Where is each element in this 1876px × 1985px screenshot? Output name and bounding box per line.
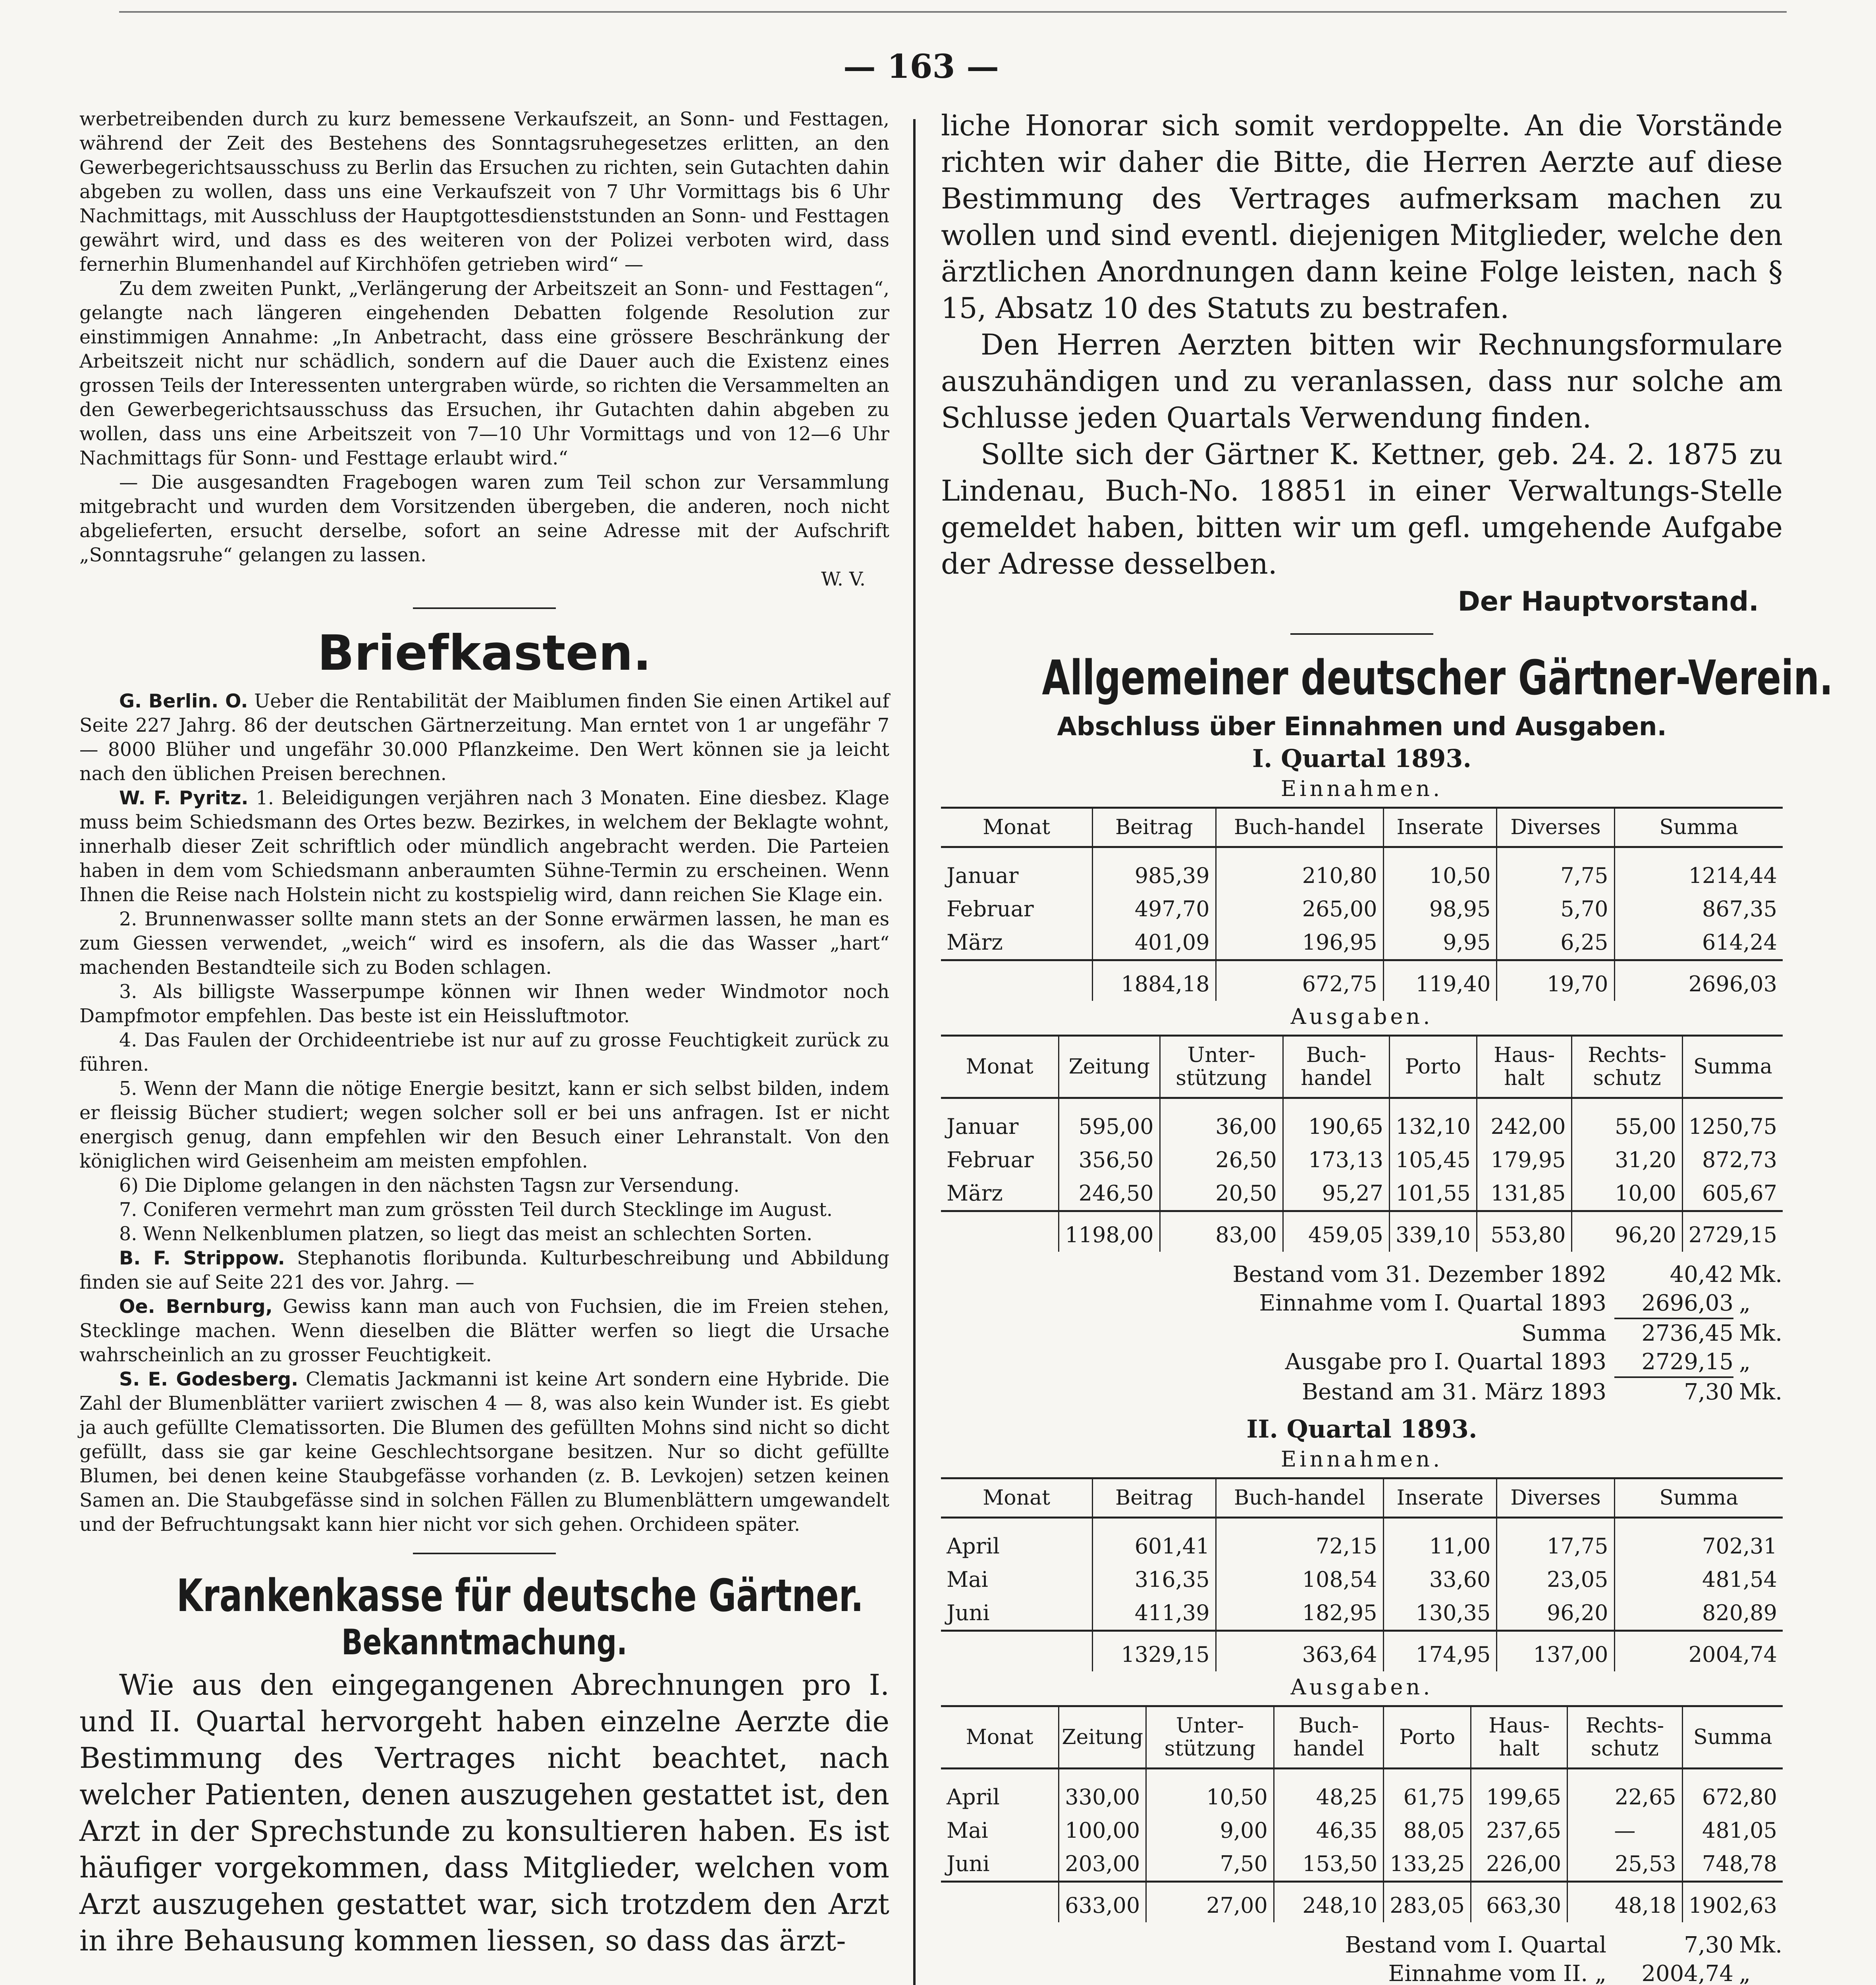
kk-continuation	[941, 107, 1783, 582]
col-header: Haus-halt	[1471, 1706, 1568, 1769]
col-header: Monat	[941, 808, 1093, 847]
q1-ausgaben-table	[941, 1035, 1783, 1252]
cell: Mai	[947, 1567, 988, 1592]
q2-ausgaben-table	[941, 1705, 1783, 1922]
cell: 2696,03	[1614, 960, 1783, 1001]
briefkasten-section	[79, 689, 889, 1537]
table-row	[941, 1596, 1783, 1631]
cell: 1214,44	[1614, 847, 1783, 893]
cell: 246,50	[1059, 1177, 1160, 1211]
q1-einnahmen-label: Einnahmen.	[1280, 776, 1443, 801]
cell: 265,00	[1216, 892, 1383, 926]
briefkasten-entry: 3. Als billigste Wasserpumpe können wir Ihnen weder Windmotor noch Dampfmotor empfehlen. Das beste ist ein Heissluftmotor.	[79, 981, 889, 1027]
col-header: Monat	[941, 1036, 1059, 1098]
correspondent-name: S. E. Godesberg.	[119, 1368, 299, 1390]
cell: 401,09	[1093, 926, 1216, 960]
entry-text: Ueber die Rentabilität der Maiblumen finden Sie einen Artikel auf Seite 227 Jahrg. 86 der deutschen Gärtnerzeitung. Man erntet von 1 ar ungefähr 7 — 8000 Blüher und ungefähr 30.000 Pflanzkeime. Den Wert können sie ja leicht nach den üblichen Preisen berechnen.	[79, 690, 889, 785]
cell: Januar	[947, 1114, 1019, 1139]
col-header: Summa	[1614, 1478, 1783, 1518]
left-column	[79, 107, 889, 1959]
cell: 190,65	[1283, 1098, 1389, 1144]
cell: 137,00	[1497, 1631, 1614, 1672]
entry-text: Stephanotis floribunda. Kulturbeschreibung und Abbildung finden sie auf Seite 221 des vor. Jahrg. —	[79, 1247, 889, 1293]
balance-unit: „	[1739, 1349, 1751, 1375]
cell: 6,25	[1497, 926, 1614, 960]
col-header: Summa	[1614, 808, 1783, 847]
cell: 459,05	[1283, 1211, 1389, 1252]
balance-label: Bestand vom I. Quartal	[1345, 1932, 1606, 1958]
balance-value: 7,30	[1684, 1932, 1733, 1958]
balance-unit: „	[1739, 1961, 1751, 1985]
cell: 748,78	[1682, 1847, 1783, 1882]
cell: 179,95	[1477, 1143, 1572, 1177]
balance-row	[941, 1289, 1783, 1319]
cell: 7,75	[1497, 847, 1614, 893]
col-header: Diverses	[1497, 1478, 1614, 1518]
cell: 108,54	[1216, 1563, 1383, 1596]
cell: Januar	[947, 863, 1019, 888]
cell: 33,60	[1383, 1563, 1497, 1596]
col-header: Buch-handel	[1216, 808, 1383, 847]
cell: März	[947, 930, 1003, 955]
cell: 55,00	[1572, 1098, 1682, 1144]
table-row	[941, 892, 1783, 926]
balance-row	[941, 1260, 1783, 1289]
cell	[941, 1882, 1059, 1923]
cell: 481,05	[1682, 1814, 1783, 1847]
balance-unit: Mk.	[1739, 1320, 1783, 1346]
cell: 7,50	[1146, 1847, 1274, 1882]
cell: 702,31	[1614, 1518, 1783, 1563]
balance-row	[941, 1348, 1783, 1378]
kk-paragraph: liche Honorar sich somit verdoppelte. An die Vorstände richten wir daher die Bitte, die Herren Aerzte auf diese Bestimmung des Vertrages aufmerksam machen zu wollen und sind eventl. diejenigen Mitglieder, welche den ärztlichen Anordnungen dann keine Folge leisten, nach § 15, Absatz 10 des Statuts zu bestrafen.	[941, 109, 1783, 325]
cell: Juni	[947, 1851, 990, 1876]
briefkasten-title: Briefkasten.	[317, 625, 652, 681]
cell: 356,50	[1059, 1143, 1160, 1177]
balance-value: 2696,03	[1614, 1289, 1733, 1319]
cell: 867,35	[1614, 892, 1783, 926]
signature: W. V.	[821, 569, 866, 590]
cell: 283,05	[1384, 1882, 1471, 1923]
cell: 101,55	[1389, 1177, 1477, 1211]
col-header: Buch-handel	[1283, 1036, 1389, 1098]
cell: 481,54	[1614, 1563, 1783, 1596]
balance-row	[941, 1960, 1783, 1985]
intro-paragraph: Zu dem zweiten Punkt, „Verlängerung der Arbeitszeit an Sonn- und Festtagen“, gelangte nach längeren eingehenden Debatten folgende Resolution zur einstimmigen Annahme: „In Anbetracht, dass eine grössere Beschränkung der Arbeitszeit nicht nur schädlich, sondern auf die Dauer auch die Existenz eines grossen Teils der Interessenten untergraben würde, so richten die Versammelten an den Gewerbegerichtsausschuss das Ersuchen, ihr Gutachten dahin abgeben zu wollen, dass uns eine Arbeitszeit von 7—10 Uhr Vormittags und von 12—6 Uhr Nachmittags für Sonn- und Festtage erlaubt wird.“	[79, 278, 889, 469]
cell: 11,00	[1383, 1518, 1497, 1563]
sum-row	[941, 960, 1783, 1001]
cell: 672,80	[1682, 1769, 1783, 1814]
cell: 411,39	[1093, 1596, 1216, 1631]
briefkasten-entry: 2. Brunnenwasser sollte mann stets an der Sonne erwärmen lassen, he man es zum Giessen verwendet, „weich“ wird es insofern, als die das Wasser „hart“ machenden Bestandteile sich zu Boden schlagen.	[79, 908, 889, 979]
cell: 98,95	[1383, 892, 1497, 926]
cell: 2004,74	[1614, 1631, 1783, 1672]
cell: 19,70	[1497, 960, 1614, 1001]
section-rule	[1290, 633, 1433, 635]
sum-row	[941, 1211, 1783, 1252]
cell: 46,35	[1274, 1814, 1383, 1847]
cell: 5,70	[1497, 892, 1614, 926]
q1-ausgaben-label: Ausgaben.	[1290, 1004, 1433, 1029]
col-header: Haus-halt	[1477, 1036, 1572, 1098]
cell: 10,50	[1146, 1769, 1274, 1814]
entry-text: 1. Beleidigungen verjähren nach 3 Monaten. Eine diesbez. Klage muss beim Schiedsmann des Ortes bezw. Bezirkes, in welchem der Beklagte wohnt, innerhalb dieser Zeit schriftlich oder mündlich angebracht werden. Die Parteien haben in dem vom Schiedsmann anberaumten Sühne-Termin zu erscheinen. Wenn Ihnen die Reise nach Holstein nicht zu kostspielig wird, dann reichen Sie Klage ein.	[79, 787, 889, 906]
cell: 133,25	[1384, 1847, 1471, 1882]
cell: 203,00	[1059, 1847, 1146, 1882]
q2-title: II. Quartal 1893.	[1246, 1415, 1477, 1443]
column-rule	[913, 119, 916, 1985]
cell	[941, 1211, 1059, 1252]
cell: 26,50	[1160, 1143, 1283, 1177]
table-row	[941, 1177, 1783, 1211]
balance-row	[941, 1319, 1783, 1348]
cell: 131,85	[1477, 1177, 1572, 1211]
cell: 1198,00	[1059, 1211, 1160, 1252]
briefkasten-entry	[79, 1295, 889, 1367]
right-column	[941, 107, 1833, 1985]
abschluss-subtitle: Abschluss über Einnahmen und Ausgaben.	[1057, 712, 1667, 742]
cell: 1902,63	[1682, 1882, 1783, 1923]
cell: 96,20	[1497, 1596, 1614, 1631]
col-header: Buch-handel	[1216, 1478, 1383, 1518]
verein-title: Allgemeiner deutscher Gärtner-Verein.	[1042, 651, 1833, 706]
col-header: Beitrag	[1093, 808, 1216, 847]
cell: Mai	[947, 1818, 988, 1843]
cell: 672,75	[1216, 960, 1383, 1001]
kk-paragraph: Wie aus den eingegangenen Abrechnungen pro I. und II. Quartal hervorgeht haben einzelne Aerzte die Bestimmung des Vertrages nicht beachtet, nach welcher Patienten, denen auszugehen gestattet ist, den Arzt in der Sprechstunde zu konsultieren haben. Es ist häufiger vorgekommen, dass Mitglieder, welchen vom Arzt auszugehen gestattet war, sich trotzdem den Arzt in ihre Behausung kommen liessen, so dass das ärzt-	[79, 1668, 889, 1957]
col-header: Summa	[1682, 1706, 1783, 1769]
krankenkasse-title: Krankenkasse für deutsche Gärtner.	[176, 1570, 864, 1622]
cell: 105,45	[1389, 1143, 1477, 1177]
balance-row	[941, 1378, 1783, 1407]
correspondent-name: Oe. Bernburg,	[119, 1296, 273, 1318]
col-header: Porto	[1384, 1706, 1471, 1769]
cell: 182,95	[1216, 1596, 1383, 1631]
cell: 10,50	[1383, 847, 1497, 893]
sum-row	[941, 1631, 1783, 1672]
col-header: Rechts-schutz	[1568, 1706, 1683, 1769]
cell: 820,89	[1614, 1596, 1783, 1631]
cell: —	[1568, 1814, 1683, 1847]
balance-label: Bestand vom 31. Dezember 1892	[1232, 1262, 1606, 1287]
col-header: Buch-handel	[1274, 1706, 1383, 1769]
col-header: Zeitung	[1059, 1706, 1146, 1769]
entry-text: Gewiss kann man auch von Fuchsien, die im Freien stehen, Stecklinge machen. Wenn dieselben die Blätter werfen so liegt die Ursache wahrscheinlich an zu grosser Feuchtigkeit.	[79, 1296, 889, 1366]
q2-einnahmen-label: Einnahmen.	[1280, 1447, 1443, 1472]
sum-row	[941, 1882, 1783, 1923]
col-header: Monat	[941, 1706, 1059, 1769]
krankenkasse-text	[79, 1667, 889, 1959]
cell: 83,00	[1160, 1211, 1283, 1252]
balance-unit: „	[1739, 1290, 1751, 1316]
cell: Februar	[947, 896, 1034, 921]
correspondent-name: W. F. Pyritz.	[119, 787, 249, 809]
kk-paragraph: Den Herren Aerzten bitten wir Rechnungsformulare auszuhändigen und zu veranlassen, dass nur solche am Schlusse jeden Quartals Verwendung finden.	[941, 328, 1783, 434]
q2-einnahmen-table	[941, 1477, 1783, 1671]
balance-label: Summa	[1521, 1320, 1606, 1346]
table-row	[941, 1769, 1783, 1814]
cell: 130,35	[1383, 1596, 1497, 1631]
briefkasten-entry	[79, 1246, 889, 1295]
cell: 132,10	[1389, 1098, 1477, 1144]
cell: 872,73	[1682, 1143, 1783, 1177]
cell: 605,67	[1682, 1177, 1783, 1211]
cell: 1250,75	[1682, 1098, 1783, 1144]
balance-label: Bestand am 31. März 1893	[1301, 1379, 1606, 1405]
briefkasten-entry: 8. Wenn Nelkenblumen platzen, so liegt das meist an schlechten Sorten.	[119, 1223, 813, 1245]
cell: 210,80	[1216, 847, 1383, 893]
table-row	[941, 1847, 1783, 1882]
correspondent-name: B. F. Strippow.	[119, 1247, 285, 1269]
cell: 614,24	[1614, 926, 1783, 960]
col-header: Zeitung	[1059, 1036, 1160, 1098]
cell: 173,13	[1283, 1143, 1389, 1177]
cell: 9,00	[1146, 1814, 1274, 1847]
col-header: Summa	[1682, 1036, 1783, 1098]
balance-value: 2736,45	[1641, 1320, 1733, 1346]
cell: 36,00	[1160, 1098, 1283, 1144]
intro-paragraph: — Die ausgesandten Fragebogen waren zum Teil schon zur Versammlung mitgebracht und wurden dem Vorsitzenden übergeben, die anderen, noch nicht abgelieferten, ersucht derselbe, sofort an seine Adresse mit der Aufschrift „Sonntagsruhe“ gelangen zu lassen.	[79, 472, 889, 566]
cell: 595,00	[1059, 1098, 1160, 1144]
q2-balance	[941, 1931, 1783, 1985]
balance-unit: Mk.	[1739, 1932, 1783, 1958]
cell: 23,05	[1497, 1563, 1614, 1596]
cell: 10,00	[1572, 1177, 1682, 1211]
briefkasten-entry	[79, 786, 889, 907]
balance-unit: Mk.	[1739, 1262, 1783, 1287]
cell: 96,20	[1572, 1211, 1682, 1252]
table-row	[941, 926, 1783, 960]
briefkasten-entry: 7. Coniferen vermehrt man zum grössten Teil durch Stecklinge im August.	[119, 1199, 833, 1221]
cell: 22,65	[1568, 1769, 1683, 1814]
correspondent-name: G. Berlin. O.	[119, 690, 248, 712]
col-header: Monat	[941, 1478, 1093, 1518]
hauptvorstand-signature: Der Hauptvorstand.	[1458, 586, 1759, 617]
top-rule	[119, 11, 1787, 13]
table-row	[941, 1814, 1783, 1847]
entry-text: Clematis Jackmanni ist keine Art sondern eine Hybride. Die Zahl der Blumenblätter variiert zwischen 4 — 8, was also kein Wunder ist. Es giebt ja auch gefüllte Clematissorten. Die Blumen des gefüllten Mohns sind nicht so dicht gefüllt, dass sie gar keine Geschlechtsorgane besitzen. Nur so dicht gefüllte Blumen, bei denen keine Staubgefässe vorhanden (z. B. Levkojen) setzen keinen Samen an. Die Staubgefässe sind in solchen Fällen zu Blumenblättern umgewandelt und der Befruchtungsakt kann hier nicht vor sich gehen. Orchideen später.	[79, 1368, 889, 1536]
briefkasten-entry	[79, 689, 889, 786]
balance-unit: Mk.	[1739, 1379, 1783, 1405]
cell: 663,30	[1471, 1882, 1568, 1923]
balance-label: Ausgabe pro I. Quartal 1893	[1285, 1349, 1606, 1375]
cell: 196,95	[1216, 926, 1383, 960]
bekanntmachung-title: Bekanntmachung.	[341, 1622, 627, 1663]
col-header: Rechts-schutz	[1572, 1036, 1682, 1098]
col-header: Beitrag	[1093, 1478, 1216, 1518]
cell: 497,70	[1093, 892, 1216, 926]
cell: Februar	[947, 1147, 1034, 1172]
intro-paragraph: werbetreibenden durch zu kurz bemessene Verkaufszeit, an Sonn- und Festtagen, während der Zeit des Bestehens des Sonntagsruhegesetzes erlitten, an den Gewerbegerichtsausschuss zu Berlin das Ersuchen zu richten, sein Gutachten dahin abgeben zu wollen, dass uns eine Verkaufszeit von 7 Uhr Vormittags bis 6 Uhr Nachmittags, mit Ausschluss der Hauptgottesdienststunden an Sonn- und Festtagen gewährt wird, und dass es des weiteren von der Polizei verboten wird, dass fernerhin Blumenhandel auf Kirchhöfen getrieben wird“ —	[79, 108, 889, 276]
page-number: — 163 —	[843, 48, 999, 86]
cell: 237,65	[1471, 1814, 1568, 1847]
cell: 17,75	[1497, 1518, 1614, 1563]
cell: 199,65	[1471, 1769, 1568, 1814]
cell: 88,05	[1384, 1814, 1471, 1847]
q1-einnahmen-table	[941, 807, 1783, 1001]
briefkasten-entry	[79, 1367, 889, 1537]
cell: 72,15	[1216, 1518, 1383, 1563]
cell: 153,50	[1274, 1847, 1383, 1882]
cell: März	[947, 1181, 1003, 1206]
cell: April	[947, 1534, 1000, 1559]
cell: 553,80	[1477, 1211, 1572, 1252]
q1-balance	[941, 1260, 1783, 1407]
cell: 119,40	[1383, 960, 1497, 1001]
cell: Juni	[947, 1600, 990, 1625]
cell: 363,64	[1216, 1631, 1383, 1672]
balance-label: Einnahme vom II. „	[1388, 1961, 1606, 1985]
col-header: Unter-stützung	[1146, 1706, 1274, 1769]
col-header: Inserate	[1383, 808, 1497, 847]
briefkasten-entry: 6) Die Diplome gelangen in den nächsten Tagsn zur Versendung.	[119, 1175, 740, 1197]
balance-label: Einnahme vom I. Quartal 1893	[1259, 1290, 1606, 1316]
kk-paragraph: Sollte sich der Gärtner K. Kettner, geb. 24. 2. 1875 zu Lindenau, Buch-No. 18851 in einer Verwaltungs-Stelle gemeldet haben, bitten wir um gefl. umgehende Aufgabe der Adresse desselben.	[941, 437, 1783, 580]
briefkasten-entry: 5. Wenn der Mann die nötige Energie besitzt, kann er sich selbst bilden, indem er fleissig Bücher studiert; wegen solcher soll er bei uns anfragen. Ist er nicht energisch genug, dann empfehlen wir den Besuch einer Lehranstalt. Von den königlichen wird Geisenheim am meisten empfohlen.	[79, 1078, 889, 1172]
col-header: Diverses	[1497, 808, 1614, 847]
cell: 248,10	[1274, 1882, 1383, 1923]
cell: 316,35	[1093, 1563, 1216, 1596]
table-row	[941, 847, 1783, 893]
cell: 1329,15	[1093, 1631, 1216, 1672]
cell: 61,75	[1384, 1769, 1471, 1814]
cell: 1884,18	[1093, 960, 1216, 1001]
col-header: Inserate	[1383, 1478, 1497, 1518]
cell: 95,27	[1283, 1177, 1389, 1211]
cell: 601,41	[1093, 1518, 1216, 1563]
cell: 2729,15	[1682, 1211, 1783, 1252]
cell: 226,00	[1471, 1847, 1568, 1882]
cell: 48,25	[1274, 1769, 1383, 1814]
section-rule	[413, 607, 556, 609]
col-header: Porto	[1389, 1036, 1477, 1098]
q1-title: I. Quartal 1893.	[1252, 744, 1472, 773]
balance-value: 2729,15	[1614, 1348, 1733, 1378]
cell: 100,00	[1059, 1814, 1146, 1847]
cell	[941, 1631, 1093, 1672]
balance-value: 40,42	[1670, 1262, 1733, 1287]
balance-value: 7,30	[1684, 1379, 1733, 1405]
cell: 20,50	[1160, 1177, 1283, 1211]
cell: 339,10	[1389, 1211, 1477, 1252]
cell: 25,53	[1568, 1847, 1683, 1882]
table-row	[941, 1563, 1783, 1596]
cell: 9,95	[1383, 926, 1497, 960]
col-header: Unter-stützung	[1160, 1036, 1283, 1098]
cell: 330,00	[1059, 1769, 1146, 1814]
q2-ausgaben-label: Ausgaben.	[1290, 1675, 1433, 1700]
cell: 985,39	[1093, 847, 1216, 893]
cell: 633,00	[1059, 1882, 1146, 1923]
cell: 48,18	[1568, 1882, 1683, 1923]
cell: 242,00	[1477, 1098, 1572, 1144]
table-row	[941, 1518, 1783, 1563]
cell: 174,95	[1383, 1631, 1497, 1672]
intro-section	[79, 107, 889, 592]
cell: 27,00	[1146, 1882, 1274, 1923]
table-row	[941, 1143, 1783, 1177]
cell: 31,20	[1572, 1143, 1682, 1177]
section-rule	[413, 1553, 556, 1554]
balance-value: 2004,74	[1614, 1960, 1733, 1985]
briefkasten-entry: 4. Das Faulen der Orchideentriebe ist nur auf zu grosse Feuchtigkeit zurück zu führen.	[79, 1029, 889, 1075]
cell: April	[947, 1785, 1000, 1810]
table-row	[941, 1098, 1783, 1144]
balance-row	[941, 1931, 1783, 1960]
cell	[941, 960, 1093, 1001]
